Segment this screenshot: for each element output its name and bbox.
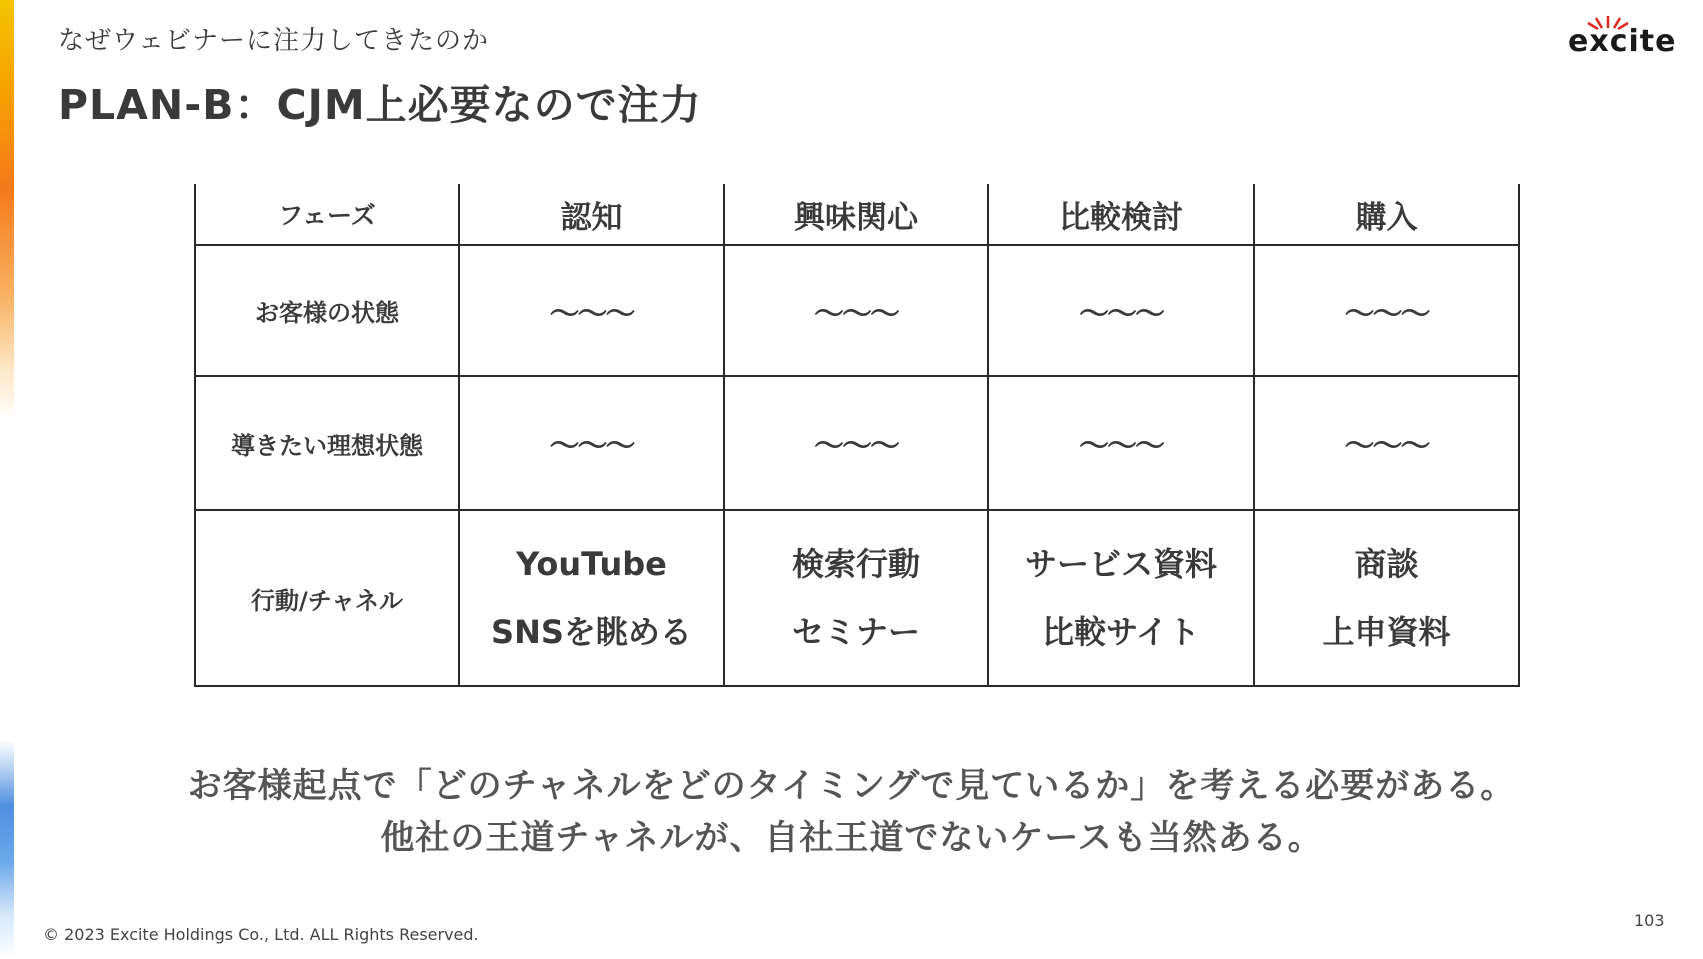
phase-awareness: 認知 xyxy=(459,184,724,245)
channel-line: 検索行動 xyxy=(791,545,920,583)
table-row-ideal-state xyxy=(195,376,1519,510)
excite-logo xyxy=(1568,14,1678,62)
logo-wordmark: excite xyxy=(1568,24,1677,59)
table-cell: 〜〜〜 xyxy=(1254,245,1519,376)
table-header-row xyxy=(195,184,1519,245)
table-cell: 〜〜〜 xyxy=(459,376,724,510)
table-cell: 〜〜〜 xyxy=(1254,376,1519,510)
table-row-customer-state xyxy=(195,245,1519,376)
phase-comparison: 比較検討 xyxy=(988,184,1254,245)
slide-eyebrow: なぜウェビナーに注力してきたのか xyxy=(58,26,489,56)
channel-line: YouTube xyxy=(516,545,667,583)
channel-line: セミナー xyxy=(791,613,920,651)
table-cell: 〜〜〜 xyxy=(988,376,1254,510)
table-cell xyxy=(459,510,724,686)
channel-line: SNSを眺める xyxy=(491,613,692,651)
table-cell: 〜〜〜 xyxy=(988,245,1254,376)
copyright-footer: © 2023 Excite Holdings Co., Ltd. ALL Rights Reserved. xyxy=(43,925,479,944)
channel-line: サービス資料 xyxy=(1024,545,1217,583)
table-cell xyxy=(1254,510,1519,686)
table-row-channel xyxy=(195,510,1519,686)
key-message-line-1: お客様起点で「どのチャネルをどのタイミングで見ているか」を考える必要がある。 xyxy=(187,766,1516,806)
page-number: 103 xyxy=(1634,911,1665,930)
table-cell xyxy=(724,510,988,686)
accent-bar-orange xyxy=(0,0,14,420)
row-label-customer-state: お客様の状態 xyxy=(195,245,459,376)
table-cell: 〜〜〜 xyxy=(459,245,724,376)
channel-line: 上申資料 xyxy=(1322,613,1451,651)
phase-interest: 興味関心 xyxy=(724,184,988,245)
table-cell xyxy=(988,510,1254,686)
table-cell: 〜〜〜 xyxy=(724,376,988,510)
key-message-line-2: 他社の王道チャネルが、自社王道でないケースも当然ある。 xyxy=(380,818,1323,858)
table-cell: 〜〜〜 xyxy=(724,245,988,376)
row-label-ideal-state: 導きたい理想状態 xyxy=(195,376,459,510)
slide-title: PLAN-B：CJM上必要なので注力 xyxy=(58,81,702,129)
cjm-table xyxy=(194,184,1520,687)
phase-header-label: フェーズ xyxy=(195,184,459,245)
row-label-channel: 行動/チャネル xyxy=(195,510,459,686)
channel-line: 商談 xyxy=(1354,545,1419,583)
channel-line: 比較サイト xyxy=(1042,613,1200,651)
phase-purchase: 購入 xyxy=(1254,184,1519,245)
